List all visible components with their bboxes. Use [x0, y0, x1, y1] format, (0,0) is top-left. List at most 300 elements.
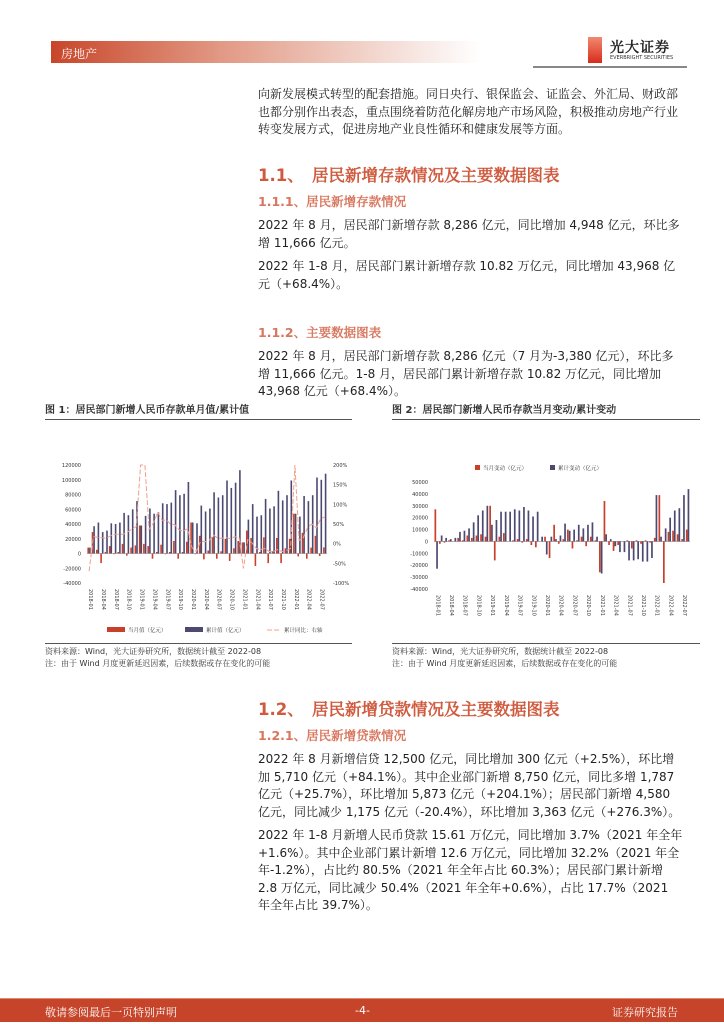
bar-cumulative — [455, 538, 457, 542]
subheading-1-2-1: 1.2.1、居民新增贷款情况 — [258, 728, 407, 743]
paragraph: 2022 年 8 月，居民部门新增存款 8,286 亿元（7 月为-3,380 亿元），环比多增 11,666 亿元。1-8 月，居民部门累计新增存款 10.82 万亿元，同比增加 43,968 亿元（+68.4%）。 — [258, 349, 674, 398]
bar-monthly — [117, 552, 119, 554]
x-tick-label: 2019-10 — [177, 589, 184, 610]
bar-monthly — [207, 551, 209, 554]
bar-cumulative — [441, 536, 443, 542]
bar-cumulative — [111, 523, 113, 553]
bar-monthly — [457, 538, 459, 542]
figure-1-chart — [45, 425, 355, 640]
x-tick-label: 2020-04 — [557, 595, 564, 616]
y-tick-label: 30000 — [412, 503, 428, 510]
bar-cumulative — [605, 534, 607, 541]
bar-cumulative — [532, 517, 534, 542]
bar-cumulative — [213, 492, 215, 553]
bar-monthly — [165, 554, 167, 555]
y-tick-label: 20000 — [412, 515, 428, 522]
bar-cumulative — [252, 504, 254, 553]
bar-cumulative — [679, 508, 681, 541]
bar-monthly — [177, 554, 179, 559]
bar-monthly — [499, 537, 501, 542]
bar-monthly — [590, 537, 592, 542]
subheading-1-1-2: 1.1.2、主要数据图表 — [258, 325, 382, 340]
bar-monthly — [572, 541, 574, 548]
x-tick-label: 2018-10 — [125, 589, 132, 610]
bar-cumulative — [477, 515, 479, 541]
bar-cumulative — [153, 514, 155, 554]
bar-monthly — [147, 546, 149, 553]
y2-tick-label: 150% — [333, 482, 348, 489]
bar-cumulative — [482, 511, 484, 542]
x-tick-label: 2020-07 — [571, 595, 578, 616]
x-tick-label: 2021-04 — [612, 595, 619, 616]
y2-tick-label: 50% — [333, 522, 345, 528]
legend-swatch-icon — [475, 465, 480, 470]
bar-cumulative — [468, 528, 470, 541]
bar-cumulative — [587, 525, 589, 542]
bar-monthly — [439, 541, 441, 543]
bar-monthly — [627, 540, 629, 541]
footer — [0, 998, 724, 1022]
bar-cumulative — [102, 532, 104, 553]
bar-monthly — [599, 541, 601, 572]
x-tick-label: 2020-10 — [585, 595, 592, 616]
legend-label: 累计值（亿元） — [206, 628, 245, 634]
bar-cumulative — [519, 511, 521, 542]
bar-monthly — [272, 551, 274, 553]
bar-cumulative — [218, 498, 220, 554]
bar-cumulative — [89, 548, 91, 554]
header-divider — [533, 66, 687, 68]
x-tick-label: 2022-04 — [667, 595, 674, 616]
bar-monthly — [563, 539, 565, 541]
bar-cumulative — [569, 531, 571, 542]
bar-cumulative — [610, 539, 612, 541]
bar-monthly — [476, 536, 478, 542]
bar-cumulative — [115, 524, 117, 554]
bar-monthly — [195, 554, 197, 555]
report-type: 证券研究报告 — [612, 1006, 678, 1019]
bar-monthly — [122, 544, 124, 554]
bar-cumulative — [166, 504, 168, 553]
bar-cumulative — [651, 541, 653, 558]
x-tick-label: 2018-01 — [87, 589, 94, 610]
x-tick-label: 2021-10 — [280, 589, 286, 610]
section-heading-1-1: 1.1、 居民新增存款情况及主要数据图表 — [258, 166, 560, 185]
bar-cumulative — [269, 509, 271, 554]
bar-cumulative — [683, 495, 685, 541]
x-tick-label: 2021-10 — [640, 595, 646, 616]
y-tick-label: 100000 — [61, 477, 81, 484]
section-name: 房地产 — [61, 47, 98, 61]
y-tick-label: -20000 — [63, 566, 81, 573]
bar-monthly — [585, 541, 587, 546]
bar-cumulative — [647, 541, 649, 561]
bar-cumulative — [560, 536, 562, 542]
bar-cumulative — [273, 506, 275, 553]
bar-cumulative — [201, 506, 203, 554]
bar-cumulative — [106, 531, 108, 554]
bar-monthly — [233, 548, 235, 553]
figure-1-title: 图 1：居民部门新增人民币存款单月值/累计值 — [45, 401, 352, 420]
bar-cumulative — [299, 517, 301, 554]
bar-cumulative — [615, 541, 617, 546]
bar-monthly — [229, 554, 231, 561]
bar-cumulative — [445, 538, 447, 542]
figure-2-title: 图 2：居民部门新增人民币存款当月变动/累计变动 — [392, 401, 700, 420]
x-tick-label: 2022-01 — [653, 595, 660, 616]
x-tick-label: 2018-01 — [434, 595, 441, 616]
bar-cumulative — [491, 525, 493, 542]
bar-cumulative — [459, 532, 461, 542]
bar-monthly — [293, 514, 295, 554]
x-tick-label: 2018-04 — [100, 589, 106, 610]
bar-cumulative — [119, 523, 121, 554]
header-banner — [51, 41, 481, 63]
x-tick-label: 2018-07 — [461, 595, 468, 616]
bar-monthly — [448, 540, 450, 541]
bar-cumulative — [514, 509, 516, 541]
bar-monthly — [480, 534, 482, 541]
bar-monthly — [319, 554, 321, 557]
x-tick-label: 2021-01 — [598, 595, 605, 616]
section-heading-1-2: 1.2、 居民新增贷款情况及主要数据图表 — [258, 700, 560, 719]
bar-monthly — [631, 541, 633, 548]
bar-cumulative — [637, 541, 639, 559]
bar-cumulative — [628, 541, 630, 560]
x-tick-label: 2021-01 — [241, 589, 248, 610]
logo-text: 光大证券 — [610, 40, 670, 56]
bar-cumulative — [226, 481, 228, 554]
bar-cumulative — [473, 522, 475, 541]
bar-monthly — [581, 537, 583, 542]
bar-monthly — [310, 548, 312, 554]
x-tick-label: 2019-01 — [489, 595, 496, 616]
bar-monthly — [212, 537, 214, 553]
bar-cumulative — [665, 528, 667, 541]
bar-monthly — [668, 532, 670, 542]
bar-monthly — [259, 552, 261, 554]
y2-tick-label: 100% — [333, 502, 348, 509]
y-tick-label: -10000 — [410, 551, 428, 558]
bar-monthly — [169, 552, 171, 554]
y2-tick-label: 0% — [333, 541, 341, 548]
bar-cumulative — [282, 500, 284, 553]
legend-label: 当月变动（亿元） — [483, 466, 528, 472]
bar-cumulative — [551, 537, 553, 542]
bar-cumulative — [183, 494, 185, 554]
bar-monthly — [645, 540, 647, 541]
x-tick-label: 2019-04 — [502, 595, 509, 616]
x-tick-label: 2019-07 — [164, 589, 171, 610]
note-text: 注：由于 Wind 月度更新延迟因素，后续数据或存在变化的可能 — [45, 659, 271, 668]
bar-monthly — [203, 554, 205, 560]
bar-cumulative — [162, 503, 164, 553]
bar-monthly — [462, 540, 464, 541]
bar-cumulative — [537, 512, 539, 542]
x-tick-label: 2021-07 — [626, 595, 633, 616]
x-tick-label: 2019-07 — [516, 595, 523, 616]
bar-monthly — [220, 551, 222, 553]
bar-cumulative — [555, 539, 557, 541]
legend-label: 累计同比：右轴 — [284, 628, 323, 634]
bar-monthly — [109, 546, 111, 553]
paragraph: 2022 年 1-8 月，居民部门累计新增存款 10.82 万亿元，同比增加 43,968 亿元（+68.4%）。 — [258, 259, 676, 291]
x-tick-label: 2022-07 — [681, 595, 688, 616]
bar-cumulative — [633, 541, 635, 560]
bar-cumulative — [145, 516, 147, 554]
bar-cumulative — [660, 537, 662, 542]
bar-monthly — [143, 544, 145, 554]
bar-cumulative — [496, 520, 498, 541]
bar-cumulative — [523, 507, 525, 542]
bar-cumulative — [316, 478, 318, 554]
bar-monthly — [323, 547, 325, 553]
bar-monthly — [503, 533, 505, 541]
bar-monthly — [686, 530, 688, 542]
bar-monthly — [521, 541, 523, 542]
x-tick-label: 2022-04 — [305, 589, 312, 610]
y2-tick-label: -100% — [333, 581, 350, 587]
bar-monthly — [659, 495, 661, 541]
bar-monthly — [225, 539, 227, 554]
y-tick-label: 40000 — [412, 491, 428, 498]
bar-cumulative — [578, 525, 580, 542]
bar-monthly — [681, 539, 683, 541]
bar-monthly — [663, 541, 665, 583]
y-tick-label: -40000 — [63, 581, 81, 587]
legend-swatch-icon — [550, 465, 555, 470]
y-tick-label: 60000 — [65, 507, 81, 514]
bar-cumulative — [669, 518, 671, 542]
bar-cumulative — [188, 482, 190, 554]
subheading-1-1-1: 1.1.1、居民新增存款情况 — [258, 194, 407, 209]
x-tick-label: 2021-04 — [254, 589, 261, 610]
bar-cumulative — [248, 520, 250, 554]
bar-cumulative — [436, 541, 438, 568]
bar-cumulative — [278, 491, 280, 554]
bar-cumulative — [141, 526, 143, 554]
paragraph: 2022 年 8 月，居民部门新增存款 8,286 亿元，同比增加 4,948 亿元，环比多增 11,666 亿元。 — [258, 218, 680, 250]
bar-cumulative — [98, 523, 100, 554]
bar-monthly — [263, 537, 265, 553]
y-tick-label: -40000 — [410, 587, 428, 593]
bar-monthly — [485, 537, 487, 542]
x-tick-label: 2019-01 — [138, 589, 145, 610]
bar-monthly — [186, 542, 188, 554]
x-tick-label: 2022-07 — [318, 589, 325, 610]
bar-monthly — [553, 525, 555, 542]
x-tick-label: 2020-01 — [190, 589, 196, 610]
logo-mark-icon — [588, 37, 602, 63]
bar-cumulative — [149, 509, 151, 554]
bar-monthly — [489, 506, 491, 542]
y-tick-label: 0 — [77, 551, 81, 558]
bar-monthly — [544, 537, 546, 542]
bar-monthly — [126, 554, 128, 556]
bar-monthly — [613, 541, 615, 551]
page-number: -4- — [355, 1004, 370, 1017]
legend-label: 累计变动（亿元） — [558, 466, 603, 472]
bar-monthly — [677, 534, 679, 541]
bar-monthly — [113, 554, 115, 555]
y-tick-label: -20000 — [410, 563, 428, 570]
bar-cumulative — [509, 512, 511, 542]
y-tick-label: 120000 — [61, 463, 81, 469]
legend-label: 当月值（亿元） — [128, 628, 167, 634]
bar-cumulative — [132, 509, 134, 553]
paragraph: 2022 年 1-8 月新增人民币贷款 15.61 万亿元，同比增加 3.7%（2021 年全年+1.6%）。其中企业部门累计新增 12.6 万亿元，同比增加 32.2%（2021 年全年-1.2%），占比约 80.5%（2021 年全年占比 60.3%）；居民部门累计新增 2.8 万亿元，同比减少 50.4%（2021 年全年+0.6%），占比 17.7%（2021 年全年占比 39.7%）。 — [258, 828, 683, 912]
bar-cumulative — [243, 542, 245, 553]
bar-monthly — [444, 541, 446, 542]
bar-cumulative — [541, 537, 543, 542]
bar-monthly — [242, 542, 244, 553]
bar-cumulative — [308, 501, 310, 553]
bar-cumulative — [321, 480, 323, 554]
bar-monthly — [216, 554, 218, 559]
bar-cumulative — [205, 512, 207, 554]
bar-monthly — [558, 541, 560, 543]
bar-monthly — [576, 540, 578, 541]
bar-cumulative — [656, 495, 658, 541]
x-tick-label: 2018-07 — [112, 589, 119, 610]
bar-cumulative — [573, 530, 575, 542]
bar-cumulative — [171, 503, 173, 554]
bar-cumulative — [286, 495, 288, 553]
paragraph: 2022 年 8 月新增信贷 12,500 亿元，同比增加 300 亿元（+2.5%），环比增加 5,710 亿元（+84.1%）。其中企业部门新增 8,750 亿元，同比多增 1,787 亿元（+25.7%），环比增加 5,873 亿元（+204.1%）；居民部门新增 4,580 亿元，同比减少 1,175 亿元（-20.4%），环比增加 3,363 亿元（+276.3%）。 — [258, 752, 681, 819]
bar-monthly — [640, 541, 642, 543]
bar-cumulative — [674, 511, 676, 542]
bar-cumulative — [592, 522, 594, 541]
source-text: 资料来源：Wind，光大证券研究所，数据统计截至 2022-08 — [45, 647, 262, 656]
logo-subtext: EVERBRIGHT SECURITIES — [610, 55, 674, 61]
bar-monthly — [649, 541, 651, 542]
intro-paragraph: 向新发展模式转型的配套措施。同日央行、银保监会、证监会、外汇局、财政部也都分别作出表态，重点围绕着防范化解房地产市场风险，积极推动房地产行业转变发展方式，促进房地产业良性循环和健康发展等方面。 — [258, 87, 679, 136]
bar-monthly — [471, 538, 473, 542]
company-logo — [588, 37, 683, 65]
bar-monthly — [280, 554, 282, 564]
y-tick-label: 40000 — [65, 522, 81, 528]
bar-cumulative — [688, 489, 690, 541]
bar-cumulative — [261, 515, 263, 553]
y2-tick-label: -50% — [333, 561, 346, 568]
bar-monthly — [306, 554, 308, 559]
bar-monthly — [604, 501, 606, 541]
y-tick-label: 10000 — [412, 527, 428, 534]
x-tick-label: 2021-07 — [267, 589, 274, 610]
figure-2-chart — [390, 425, 702, 640]
bar-cumulative — [500, 512, 502, 542]
bar-monthly — [654, 538, 656, 542]
bar-cumulative — [235, 483, 237, 554]
bar-cumulative — [179, 495, 181, 553]
bar-monthly — [190, 523, 192, 554]
bar-cumulative — [601, 541, 603, 573]
footer-disclaimer: 敬请参阅最后一页特别声明 — [45, 1006, 177, 1019]
bar-monthly — [302, 533, 304, 554]
bar-monthly — [608, 541, 610, 545]
figure-1-source — [45, 643, 352, 670]
y2-tick-label: 200% — [333, 463, 348, 469]
bar-monthly — [467, 536, 469, 542]
x-tick-label: 2018-04 — [448, 595, 454, 616]
bar-cumulative — [596, 537, 598, 542]
x-tick-label: 2020-01 — [544, 595, 550, 616]
bar-monthly — [237, 541, 239, 554]
bar-monthly — [297, 554, 299, 557]
x-tick-label: 2020-10 — [228, 589, 235, 610]
legend-swatch-icon — [185, 627, 203, 632]
bar-monthly — [160, 545, 162, 554]
bar-cumulative — [464, 531, 466, 542]
bar-cumulative — [624, 541, 626, 552]
bar-monthly — [531, 541, 533, 545]
figure-2-source — [392, 643, 700, 670]
bar-monthly — [595, 540, 597, 541]
bar-monthly — [535, 541, 537, 547]
y-tick-label: 20000 — [65, 536, 81, 543]
bar-monthly — [182, 552, 184, 554]
bar-cumulative — [528, 511, 530, 542]
bar-monthly — [267, 554, 269, 564]
bar-monthly — [672, 531, 674, 542]
source-text: 资料来源：Wind，光大证券研究所，数据统计截至 2022-08 — [392, 647, 609, 656]
bar-cumulative — [265, 499, 267, 554]
bar-cumulative — [325, 474, 327, 554]
bar-monthly — [255, 554, 257, 567]
y-tick-label: 50000 — [412, 480, 428, 486]
bar-cumulative — [546, 541, 548, 554]
bar-cumulative — [93, 526, 95, 553]
bar-monthly — [617, 541, 619, 545]
bar-monthly — [130, 548, 132, 554]
bar-monthly — [139, 526, 141, 554]
bar-monthly — [87, 548, 89, 554]
y-tick-label: -30000 — [410, 575, 428, 582]
bar-monthly — [250, 538, 252, 554]
bar-monthly — [494, 541, 496, 560]
bar-monthly — [105, 552, 107, 554]
bar-monthly — [636, 540, 638, 541]
x-tick-label: 2022-01 — [292, 589, 299, 610]
x-tick-label: 2020-07 — [215, 589, 222, 610]
y-tick-label: 0 — [424, 539, 428, 546]
bar-monthly — [276, 538, 278, 554]
x-tick-label: 2019-04 — [151, 589, 158, 610]
bar-cumulative — [619, 541, 621, 552]
bar-monthly — [435, 509, 437, 541]
bar-cumulative — [450, 539, 452, 541]
note-text: 注：由于 Wind 月度更新延迟因素，后续数据或存在变化的可能 — [392, 659, 618, 668]
bar-monthly — [96, 550, 98, 554]
bar-monthly — [512, 540, 514, 541]
bar-cumulative — [295, 514, 297, 554]
bar-cumulative — [642, 541, 644, 561]
bar-monthly — [315, 536, 317, 554]
bar-monthly — [156, 552, 158, 554]
bar-cumulative — [303, 496, 305, 554]
x-tick-label: 2018-10 — [475, 595, 482, 616]
bar-monthly — [152, 554, 154, 559]
bar-cumulative — [505, 512, 507, 542]
bar-monthly — [526, 539, 528, 541]
bar-cumulative — [158, 512, 160, 553]
bar-monthly — [135, 545, 137, 553]
bar-cumulative — [209, 509, 211, 554]
bar-cumulative — [175, 490, 177, 553]
bar-monthly — [285, 548, 287, 553]
y-tick-label: 80000 — [65, 492, 81, 499]
bar-monthly — [173, 541, 175, 554]
